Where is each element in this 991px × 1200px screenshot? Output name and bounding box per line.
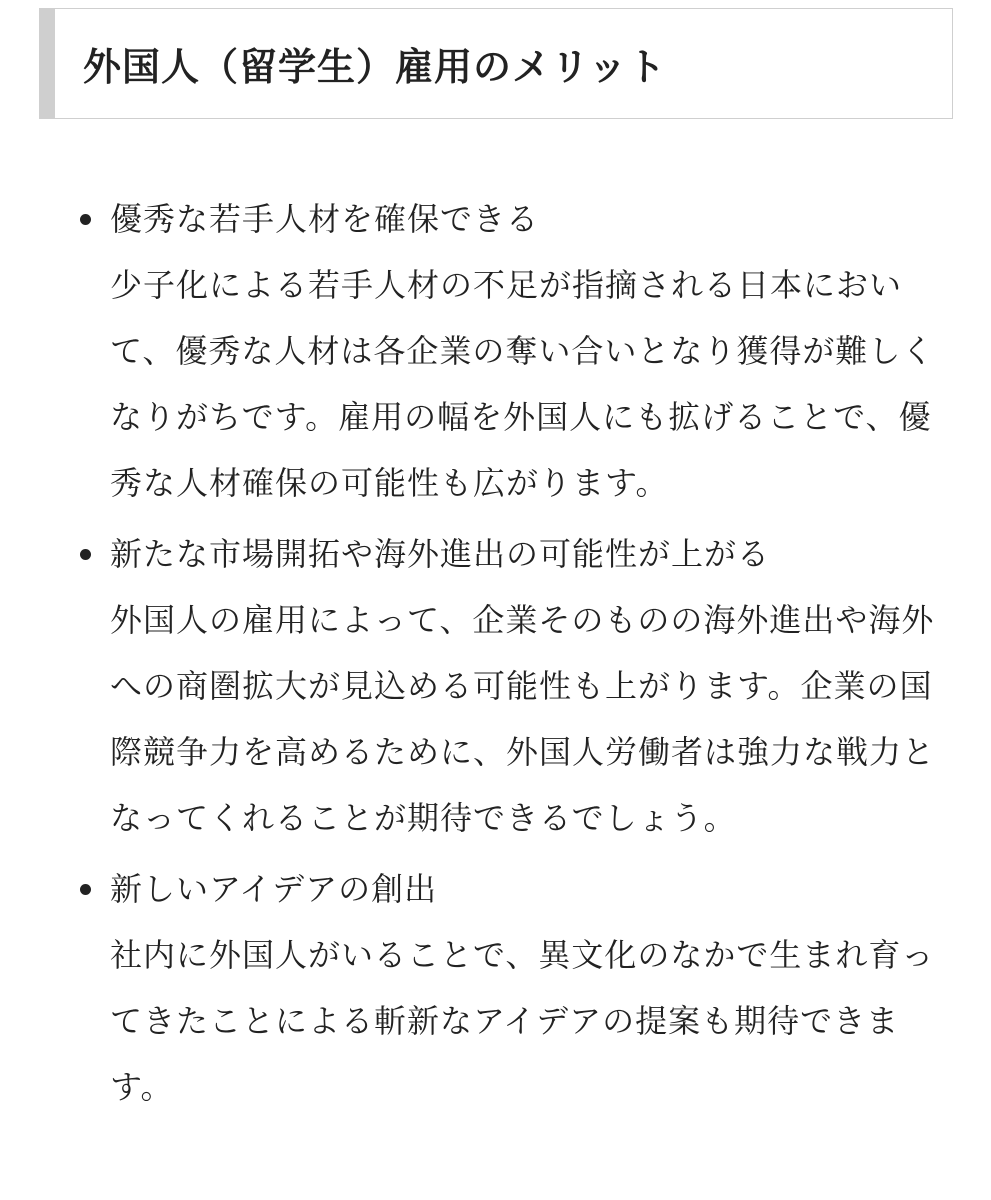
item-body: 社内に外国人がいることで、異文化のなかで生まれ育ってきたことによる斬新なアイデアの提案も期待できます。 xyxy=(110,936,935,1106)
item-title: 優秀な若手人材を確保できる xyxy=(110,200,540,238)
bullet-icon xyxy=(80,214,91,225)
bullet-icon xyxy=(80,884,91,895)
item-title: 新たな市場開拓や海外進出の可能性が上がる xyxy=(110,535,771,573)
section-heading-box xyxy=(39,8,953,119)
item-title: 新しいアイデアの創出 xyxy=(110,870,438,908)
list-item xyxy=(0,186,991,516)
section-heading: 外国人（留学生）雇用のメリット xyxy=(83,45,667,89)
bullet-icon xyxy=(80,549,91,560)
list-item xyxy=(0,856,991,1120)
list-item xyxy=(0,521,991,851)
merit-list xyxy=(0,186,991,1125)
item-body: 外国人の雇用によって、企業そのものの海外進出や海外への商圏拡大が見込める可能性も上がります。企業の国際競争力を高めるために、外国人労働者は強力な戦力となってくれることが期待できるでしょう。 xyxy=(110,601,936,837)
item-body: 少子化による若手人材の不足が指摘される日本において、優秀な人材は各企業の奪い合いとなり獲得が難しくなりがちです。雇用の幅を外国人にも拡げることで、優秀な人材確保の可能性も広がります。 xyxy=(110,266,935,502)
